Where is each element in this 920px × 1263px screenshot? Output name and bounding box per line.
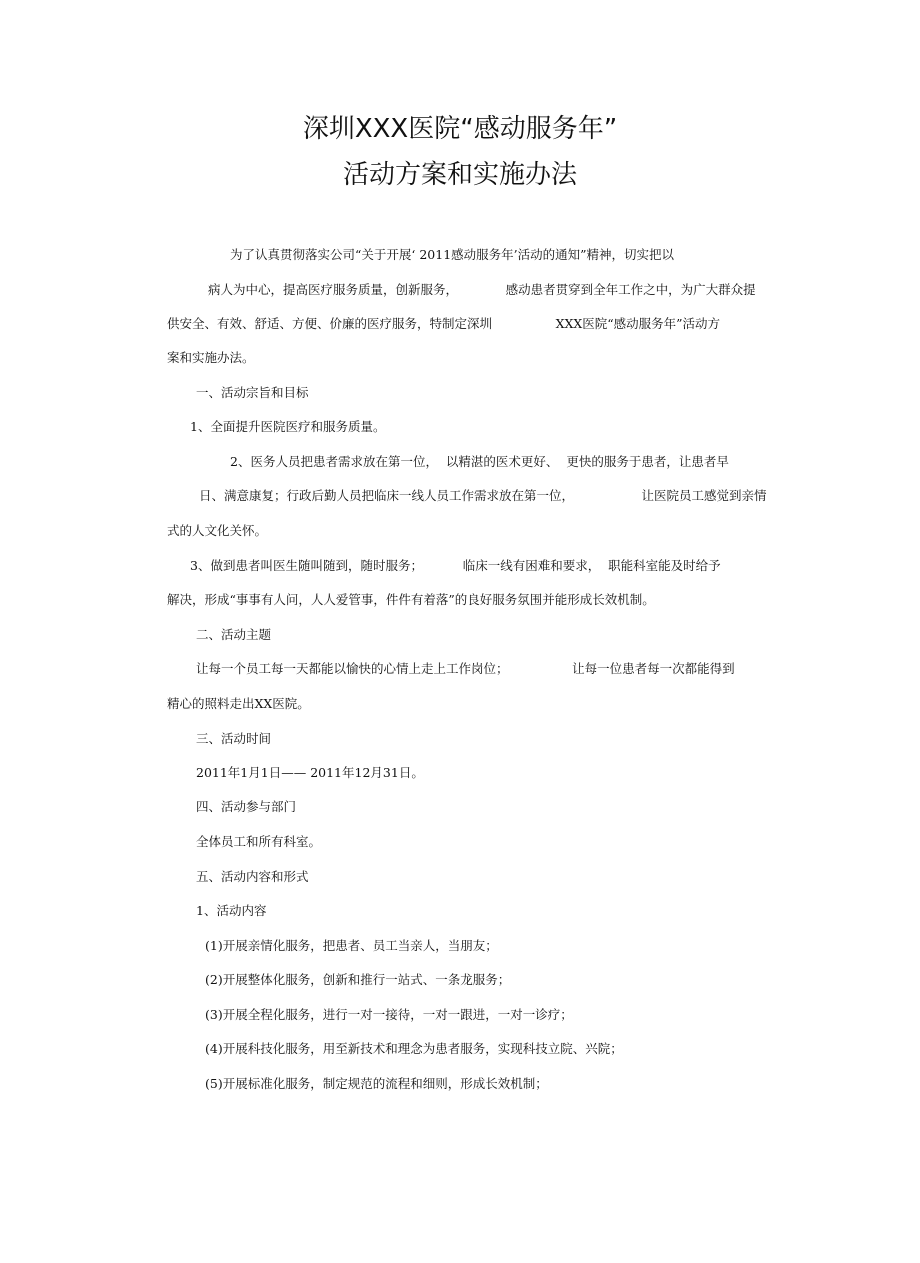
body-line: 解决，形成“事事有人问，人人爱管事，件件有着落”的良好服务氛围并能形成长效机制。 bbox=[167, 592, 655, 607]
body-line: 为了认真贯彻落实公司“关于开展‘ 2011感动服务年’活动的通知”精神，切实把以 bbox=[230, 247, 675, 262]
body-line: 式的人文化关怀。 bbox=[167, 523, 268, 538]
body-line: 让每一个员工每一天都能以愉快的心情上走上工作岗位； 让每一位患者每一次都能得到 bbox=[196, 661, 735, 676]
body-line: 病人为中心，提高医疗服务质量，创新服务， 感动患者贯穿到全年工作之中，为广大群众提 bbox=[208, 282, 756, 297]
body-line: 2、医务人员把患者需求放在第一位， 以精湛的医术更好、 更快的服务于患者，让患者早 bbox=[230, 454, 729, 469]
document-title-line-1: 深圳XXX医院“感动服务年” bbox=[302, 114, 618, 144]
body-line: 精心的照料走出XX医院。 bbox=[167, 696, 310, 711]
body-line: 供安全、有效、舒适、方便、价廉的医疗服务，特制定深圳 XXX医院“感动服务年”活动方 bbox=[167, 316, 721, 331]
document-title-line-2: 活动方案和实施办法 bbox=[342, 160, 577, 190]
section-heading: 二、活动主题 bbox=[196, 627, 272, 642]
list-item: (3)开展全程化服务，进行一对一接待，一对一跟进，一对一诊疗； bbox=[205, 1007, 573, 1022]
list-item: (2)开展整体化服务，创新和推行一站式、一条龙服务； bbox=[205, 972, 511, 987]
body-line: 2011年1月1日—— 2011年12月31日。 bbox=[196, 765, 424, 780]
body-line: 1、全面提升医院医疗和服务质量。 bbox=[190, 419, 386, 434]
body-line: 案和实施办法。 bbox=[167, 350, 255, 365]
list-item: (4)开展科技化服务，用至新技术和理念为患者服务，实现科技立院、兴院； bbox=[205, 1041, 623, 1056]
list-item: (5)开展标准化服务，制定规范的流程和细则，形成长效机制； bbox=[205, 1076, 548, 1091]
body-line: 全体员工和所有科室。 bbox=[196, 834, 322, 849]
list-item: (1)开展亲情化服务，把患者、员工当亲人，当朋友； bbox=[205, 938, 498, 953]
section-heading: 五、活动内容和形式 bbox=[196, 869, 309, 884]
body-line: 3、做到患者叫医生随叫随到，随时服务； 临床一线有困难和要求， 职能科室能及时给予 bbox=[190, 558, 721, 573]
body-line: 日、满意康复；行政后勤人员把临床一线人员工作需求放在第一位， 让医院员工感觉到亲情 bbox=[199, 488, 767, 503]
section-heading: 一、活动宗旨和目标 bbox=[196, 385, 309, 400]
section-heading: 四、活动参与部门 bbox=[196, 799, 297, 814]
subsection-heading: 1、活动内容 bbox=[196, 903, 267, 918]
section-heading: 三、活动时间 bbox=[196, 731, 272, 746]
